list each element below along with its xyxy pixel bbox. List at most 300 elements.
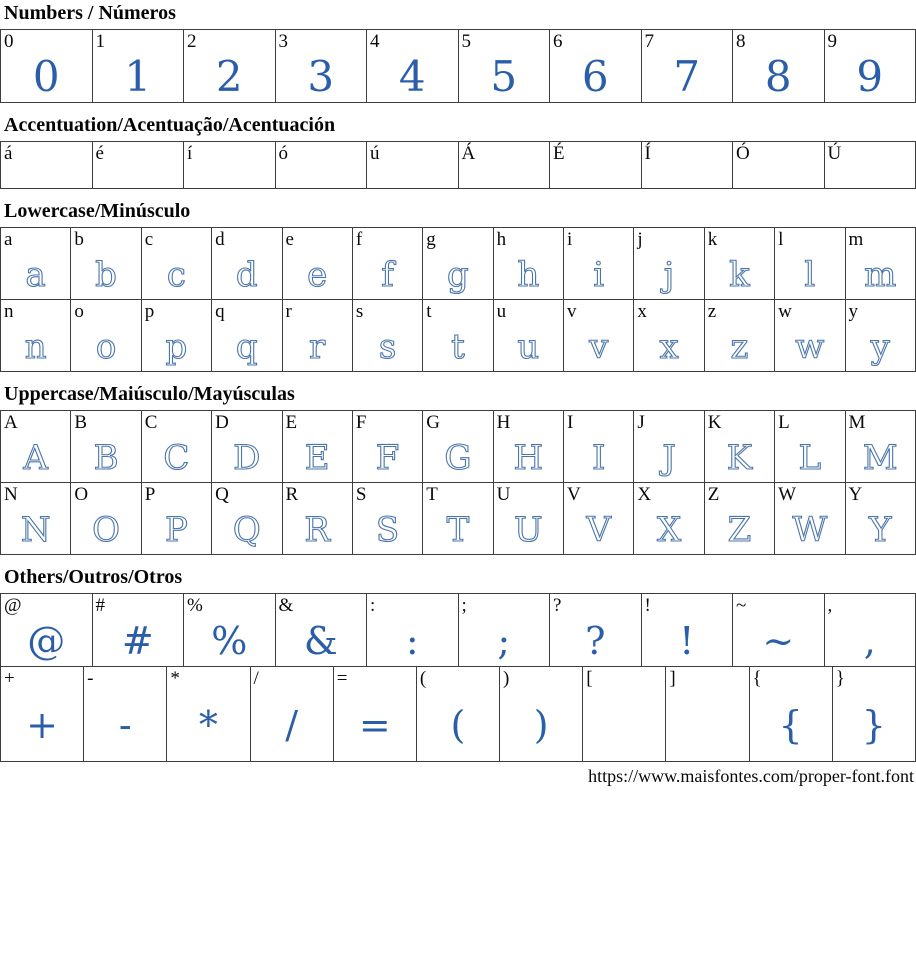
character-label: 9 xyxy=(827,31,837,52)
font-glyph-preview: c xyxy=(166,254,186,295)
character-label: ) xyxy=(503,668,510,689)
glyph-cell xyxy=(282,300,352,372)
font-glyph-preview: A xyxy=(23,437,48,478)
glyph-cell xyxy=(824,594,916,667)
glyph-table xyxy=(0,666,916,762)
character-label: 8 xyxy=(736,31,746,52)
glyph-cell xyxy=(775,483,845,555)
glyph-table xyxy=(0,482,916,555)
character-label: P xyxy=(144,484,156,505)
character-label: I xyxy=(567,412,574,433)
font-glyph-preview: ; xyxy=(497,619,511,663)
font-glyph-preview: ! xyxy=(679,619,695,663)
font-glyph-preview: f xyxy=(381,254,394,295)
glyph-cell xyxy=(634,300,704,372)
character-label: d xyxy=(215,229,225,250)
glyph-cell xyxy=(167,667,250,762)
font-glyph-preview: = xyxy=(358,703,391,747)
character-label: Q xyxy=(215,484,229,505)
character-label: ( xyxy=(419,668,427,689)
glyph-table xyxy=(0,299,916,372)
glyph-cell xyxy=(275,142,367,189)
font-glyph-preview: Z xyxy=(727,509,752,550)
glyph-cell xyxy=(641,594,733,667)
font-glyph-preview: i xyxy=(593,254,605,295)
character-label: : xyxy=(370,595,376,616)
glyph-cell xyxy=(1,30,93,103)
glyph-cell xyxy=(71,228,141,300)
character-label: 7 xyxy=(644,31,654,52)
font-glyph-preview: z xyxy=(730,326,749,367)
font-glyph-preview xyxy=(583,689,665,761)
font-glyph-preview: b xyxy=(95,254,117,295)
font-glyph-preview: , xyxy=(863,619,876,663)
font-glyph-preview: 4 xyxy=(398,52,426,101)
footer xyxy=(0,762,916,787)
font-glyph-preview: 0 xyxy=(32,52,60,101)
glyph-cell xyxy=(564,483,634,555)
font-glyph-preview: 1 xyxy=(124,52,152,101)
font-glyph-preview: Y xyxy=(869,509,892,550)
glyph-cell xyxy=(352,411,422,483)
font-glyph-preview: 5 xyxy=(490,52,518,101)
character-label: B xyxy=(74,412,88,433)
font-glyph-preview: K xyxy=(726,437,753,478)
font-glyph-preview: Q xyxy=(232,509,261,550)
glyph-cell xyxy=(423,411,493,483)
glyph-cell xyxy=(704,411,774,483)
glyph-cell xyxy=(1,300,71,372)
character-label: é xyxy=(95,143,104,164)
glyph-cell xyxy=(634,411,704,483)
glyph-cell xyxy=(493,483,563,555)
font-glyph-preview xyxy=(550,164,641,188)
font-glyph-preview: L xyxy=(798,437,822,478)
font-glyph-preview xyxy=(276,164,367,188)
character-label: e xyxy=(285,229,294,250)
character-label: @ xyxy=(4,595,22,616)
glyph-cell xyxy=(184,142,276,189)
character-label: m xyxy=(848,229,864,250)
character-label: w xyxy=(778,301,792,322)
font-glyph-preview: - xyxy=(118,703,132,747)
character-label: k xyxy=(707,229,718,250)
character-label: R xyxy=(285,484,299,505)
glyph-cell xyxy=(1,667,84,762)
font-glyph-preview: ? xyxy=(585,619,606,663)
character-label: Y xyxy=(848,484,863,505)
character-label: f xyxy=(355,229,363,250)
font-glyph-preview: 3 xyxy=(307,52,335,101)
glyph-cell xyxy=(141,411,211,483)
character-label: J xyxy=(637,412,645,433)
glyph-cell xyxy=(141,228,211,300)
font-glyph-preview xyxy=(93,164,184,188)
glyph-cell xyxy=(845,411,916,483)
character-label: D xyxy=(215,412,229,433)
character-label: 0 xyxy=(4,31,14,52)
font-glyph-preview: @ xyxy=(27,619,66,663)
character-label: ú xyxy=(370,143,380,164)
glyph-cell xyxy=(367,594,459,667)
glyph-cell xyxy=(84,667,167,762)
character-label: ! xyxy=(644,595,651,616)
character-label: o xyxy=(74,301,84,322)
glyph-cell xyxy=(275,594,367,667)
font-glyph-preview xyxy=(1,164,92,188)
glyph-cell xyxy=(282,483,352,555)
character-label: Z xyxy=(707,484,720,505)
glyph-cell xyxy=(1,228,71,300)
character-label: r xyxy=(285,301,292,322)
font-glyph-preview xyxy=(733,164,824,188)
glyph-cell xyxy=(212,300,282,372)
font-glyph-preview: + xyxy=(26,703,58,747)
glyph-cell xyxy=(352,228,422,300)
glyph-cell xyxy=(141,483,211,555)
glyph-cell xyxy=(845,300,916,372)
glyph-cell xyxy=(775,300,845,372)
character-label: ] xyxy=(669,668,676,689)
glyph-cell xyxy=(493,228,563,300)
font-glyph-preview: G xyxy=(444,437,472,478)
character-label: í xyxy=(187,143,193,164)
font-glyph-preview: B xyxy=(93,437,119,478)
font-glyph-preview: N xyxy=(20,509,51,550)
font-glyph-preview: 9 xyxy=(856,52,884,101)
glyph-cell xyxy=(733,142,825,189)
font-glyph-preview: M xyxy=(862,437,898,478)
font-glyph-preview: 6 xyxy=(581,52,609,101)
glyph-cell xyxy=(845,483,916,555)
glyph-cell xyxy=(423,300,493,372)
font-glyph-preview: m xyxy=(864,254,897,295)
font-glyph-preview: F xyxy=(375,437,400,478)
character-label: # xyxy=(95,595,105,616)
font-glyph-preview: a xyxy=(25,254,46,295)
glyph-cell xyxy=(92,142,184,189)
glyph-cell xyxy=(282,228,352,300)
font-glyph-preview xyxy=(825,164,916,188)
character-label: Ú xyxy=(827,143,842,164)
character-label: Á xyxy=(461,143,476,164)
character-label: j xyxy=(637,229,643,250)
font-glyph-preview: R xyxy=(304,509,330,550)
font-glyph-preview: P xyxy=(164,509,188,550)
font-glyph-preview: ( xyxy=(450,703,466,747)
character-label: 3 xyxy=(278,31,288,52)
character-label: 1 xyxy=(95,31,105,52)
character-label: a xyxy=(4,229,13,250)
font-glyph-preview: r xyxy=(309,326,326,367)
font-glyph-preview: d xyxy=(235,254,258,295)
character-label: 6 xyxy=(553,31,563,52)
character-label: E xyxy=(285,412,298,433)
font-glyph-preview: t xyxy=(451,326,465,367)
character-label: z xyxy=(707,301,717,322)
glyph-cell xyxy=(704,228,774,300)
character-label: N xyxy=(4,484,18,505)
glyph-cell xyxy=(641,30,733,103)
character-label: Ó xyxy=(736,143,750,164)
glyph-cell xyxy=(212,228,282,300)
section-title-others: Others/Outros/Otros xyxy=(4,566,183,588)
character-label: v xyxy=(567,301,577,322)
font-glyph-preview xyxy=(642,164,733,188)
character-label: % xyxy=(187,595,203,616)
character-label: h xyxy=(496,229,507,250)
glyph-cell xyxy=(1,594,93,667)
glyph-cell xyxy=(493,300,563,372)
font-glyph-preview: X xyxy=(656,509,682,550)
glyph-cell xyxy=(458,30,550,103)
character-label: g xyxy=(426,229,436,250)
character-label: 2 xyxy=(187,31,197,52)
font-glyph-preview: # xyxy=(121,619,154,663)
font-glyph-preview: p xyxy=(165,326,188,367)
font-glyph-preview: q xyxy=(235,326,258,367)
glyph-cell xyxy=(564,228,634,300)
font-glyph-preview: g xyxy=(447,254,469,295)
glyph-cell xyxy=(423,483,493,555)
glyph-cell xyxy=(583,667,666,762)
source-url: https://www.maisfontes.com/proper-font.font xyxy=(588,766,914,786)
font-glyph-preview: O xyxy=(92,509,120,550)
glyph-cell xyxy=(367,142,459,189)
glyph-table xyxy=(0,29,916,103)
character-label: x xyxy=(637,301,647,322)
section-title-accents: Accentuation/Acentuação/Acentuación xyxy=(4,114,336,136)
character-label: { xyxy=(752,668,762,689)
glyph-cell xyxy=(564,411,634,483)
glyph-cell xyxy=(416,667,499,762)
font-glyph-preview: W xyxy=(792,509,828,550)
font-glyph-preview: : xyxy=(405,619,419,663)
character-label: V xyxy=(567,484,581,505)
section-lowercase xyxy=(0,200,916,372)
character-label: G xyxy=(426,412,440,433)
character-label: U xyxy=(496,484,511,505)
font-glyph-preview: 7 xyxy=(673,52,701,101)
character-label: [ xyxy=(586,668,593,689)
glyph-cell xyxy=(704,483,774,555)
font-glyph-preview: ) xyxy=(533,703,549,747)
glyph-cell xyxy=(1,483,71,555)
character-label: ~ xyxy=(736,595,747,616)
font-glyph-preview xyxy=(459,164,550,188)
glyph-cell xyxy=(458,142,550,189)
glyph-cell xyxy=(550,30,642,103)
glyph-cell xyxy=(775,228,845,300)
character-label: t xyxy=(426,301,432,322)
glyph-cell xyxy=(733,594,825,667)
section-accents xyxy=(0,114,916,189)
character-label: F xyxy=(355,412,367,433)
section-uppercase xyxy=(0,383,916,555)
glyph-cell xyxy=(275,30,367,103)
character-label: W xyxy=(778,484,797,505)
character-label: É xyxy=(553,143,565,164)
glyph-cell xyxy=(71,411,141,483)
character-label: , xyxy=(827,595,833,616)
character-label: K xyxy=(707,412,722,433)
font-glyph-preview: 2 xyxy=(215,52,243,101)
character-label: l xyxy=(778,229,784,250)
glyph-cell xyxy=(1,142,93,189)
font-glyph-preview: T xyxy=(446,509,470,550)
font-glyph-preview: D xyxy=(233,437,261,478)
font-glyph-preview: H xyxy=(513,437,544,478)
glyph-table xyxy=(0,227,916,300)
glyph-cell xyxy=(71,300,141,372)
font-glyph-preview: * xyxy=(198,703,218,747)
character-label: n xyxy=(4,301,14,322)
glyph-table xyxy=(0,141,916,189)
font-glyph-preview: { xyxy=(778,703,803,747)
character-label: y xyxy=(848,301,858,322)
font-glyph-preview xyxy=(367,164,458,188)
glyph-cell xyxy=(92,30,184,103)
font-glyph-preview: w xyxy=(795,326,825,367)
font-glyph-preview: v xyxy=(589,326,609,367)
glyph-cell xyxy=(212,483,282,555)
glyph-cell xyxy=(71,483,141,555)
font-glyph-preview: l xyxy=(804,254,816,295)
character-label: & xyxy=(278,595,294,616)
character-label: q xyxy=(215,301,225,322)
glyph-cell xyxy=(352,483,422,555)
character-label: * xyxy=(170,668,180,689)
font-glyph-preview: U xyxy=(513,509,543,550)
character-label: T xyxy=(426,484,438,505)
glyph-cell xyxy=(824,30,916,103)
font-glyph-preview: n xyxy=(24,326,47,367)
font-glyph-preview: k xyxy=(729,254,750,295)
character-label: C xyxy=(144,412,158,433)
font-glyph-preview: ~ xyxy=(762,619,795,663)
section-title-uppercase: Uppercase/Maiúsculo/Mayúsculas xyxy=(4,383,295,405)
glyph-cell xyxy=(500,667,583,762)
character-label: p xyxy=(144,301,155,322)
character-label: ; xyxy=(461,595,467,616)
font-glyph-preview xyxy=(184,164,275,188)
character-label: 4 xyxy=(370,31,380,52)
font-glyph-preview: e xyxy=(307,254,328,295)
glyph-cell xyxy=(550,142,642,189)
glyph-cell xyxy=(564,300,634,372)
font-glyph-preview: x xyxy=(659,326,679,367)
glyph-cell xyxy=(212,411,282,483)
glyph-cell xyxy=(550,594,642,667)
font-glyph-preview: & xyxy=(303,619,338,663)
character-label: H xyxy=(496,412,511,433)
font-glyph-preview: } xyxy=(861,703,886,747)
glyph-cell xyxy=(733,30,825,103)
font-glyph-preview: s xyxy=(378,326,397,367)
character-label: / xyxy=(253,668,259,689)
glyph-cell xyxy=(458,594,550,667)
sections-container xyxy=(0,2,916,762)
character-label: c xyxy=(144,229,154,250)
character-label: + xyxy=(4,668,15,689)
character-label: b xyxy=(74,229,84,250)
glyph-cell xyxy=(775,411,845,483)
character-label: - xyxy=(87,668,94,689)
font-glyph-preview: I xyxy=(591,437,606,478)
character-label: S xyxy=(355,484,367,505)
glyph-cell xyxy=(749,667,832,762)
glyph-cell xyxy=(282,411,352,483)
character-label: s xyxy=(355,301,364,322)
glyph-cell xyxy=(184,594,276,667)
character-label: ? xyxy=(553,595,562,616)
glyph-cell xyxy=(141,300,211,372)
font-glyph-preview: o xyxy=(95,326,117,367)
character-label: M xyxy=(848,412,866,433)
glyph-cell xyxy=(493,411,563,483)
glyph-cell xyxy=(641,142,733,189)
character-label: Í xyxy=(644,143,651,164)
glyph-table xyxy=(0,593,916,667)
glyph-cell xyxy=(1,411,71,483)
glyph-cell xyxy=(634,483,704,555)
glyph-cell xyxy=(824,142,916,189)
font-glyph-preview xyxy=(666,689,748,761)
section-others xyxy=(0,566,916,762)
glyph-cell xyxy=(845,228,916,300)
font-glyph-preview: y xyxy=(870,326,890,367)
glyph-cell xyxy=(704,300,774,372)
character-label: ó xyxy=(278,143,288,164)
font-glyph-preview: 8 xyxy=(764,52,792,101)
font-glyph-preview: / xyxy=(285,703,298,747)
font-glyph-preview: E xyxy=(304,437,330,478)
font-glyph-preview: C xyxy=(163,437,190,478)
glyph-cell xyxy=(423,228,493,300)
glyph-cell xyxy=(250,667,333,762)
font-glyph-preview: J xyxy=(662,437,676,478)
character-label: i xyxy=(567,229,573,250)
section-numbers xyxy=(0,2,916,103)
font-glyph-preview: h xyxy=(517,254,540,295)
glyph-table xyxy=(0,410,916,483)
section-title-numbers: Numbers / Números xyxy=(4,2,176,24)
character-label: u xyxy=(496,301,507,322)
font-glyph-preview: j xyxy=(663,254,675,295)
glyph-cell xyxy=(634,228,704,300)
glyph-cell xyxy=(832,667,915,762)
glyph-cell xyxy=(352,300,422,372)
character-label: } xyxy=(835,668,845,689)
glyph-cell xyxy=(666,667,749,762)
glyph-cell xyxy=(333,667,416,762)
font-glyph-preview: S xyxy=(375,509,400,550)
character-label: L xyxy=(778,412,790,433)
glyph-cell xyxy=(92,594,184,667)
glyph-cell xyxy=(184,30,276,103)
font-glyph-preview: u xyxy=(517,326,540,367)
character-label: X xyxy=(637,484,652,505)
character-label: á xyxy=(4,143,13,164)
font-glyph-preview: V xyxy=(586,509,611,550)
character-label: A xyxy=(4,412,18,433)
character-label: 5 xyxy=(461,31,471,52)
section-title-lowercase: Lowercase/Minúsculo xyxy=(4,200,191,222)
font-glyph-preview: % xyxy=(211,619,248,663)
glyph-cell xyxy=(367,30,459,103)
character-label: O xyxy=(74,484,89,505)
character-label: = xyxy=(336,668,348,689)
